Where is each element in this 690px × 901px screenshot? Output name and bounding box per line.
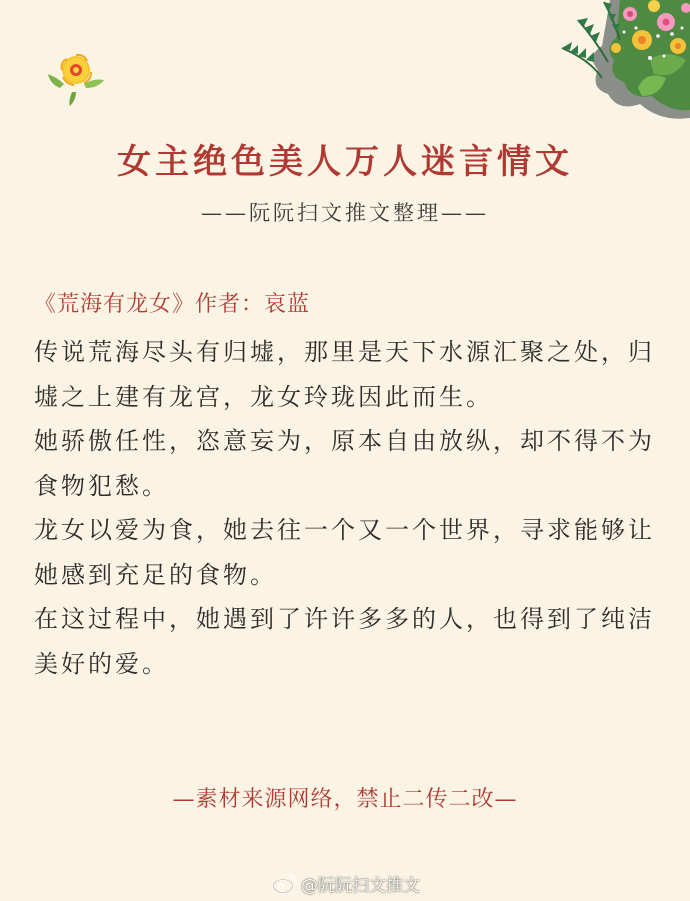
synopsis-paragraph: 传说荒海尽头有归墟，那里是天下水源汇聚之处，归墟之上建有龙宫，龙女玲珑因此而生。 bbox=[34, 338, 655, 411]
page-subtitle: ——阮阮扫文推文整理—— bbox=[201, 201, 489, 225]
watermark-text: @阮阮扫文推文 bbox=[301, 875, 420, 896]
book-title-author: 《荒海有龙女》作者：哀蓝 bbox=[34, 292, 311, 317]
synopsis-paragraph: 她骄傲任性，恣意妄为，原本自由放纵，却不得不为食物犯愁。 bbox=[34, 427, 655, 500]
yellow-flower-icon bbox=[46, 44, 108, 106]
floral-corner-decoration bbox=[490, 0, 690, 125]
source-notice: —素材来源网络，禁止二传二改— bbox=[172, 787, 518, 812]
synopsis-paragraph: 龙女以爱为食，她去往一个又一个世界，寻求能够让她感到充足的食物。 bbox=[34, 516, 655, 589]
weibo-icon bbox=[272, 872, 298, 894]
book-synopsis bbox=[34, 330, 658, 686]
page-title: 女主绝色美人万人迷言情文 bbox=[117, 142, 573, 182]
synopsis-paragraph: 在这过程中，她遇到了许许多多的人，也得到了纯洁美好的爱。 bbox=[34, 605, 655, 678]
weibo-watermark bbox=[272, 870, 420, 896]
